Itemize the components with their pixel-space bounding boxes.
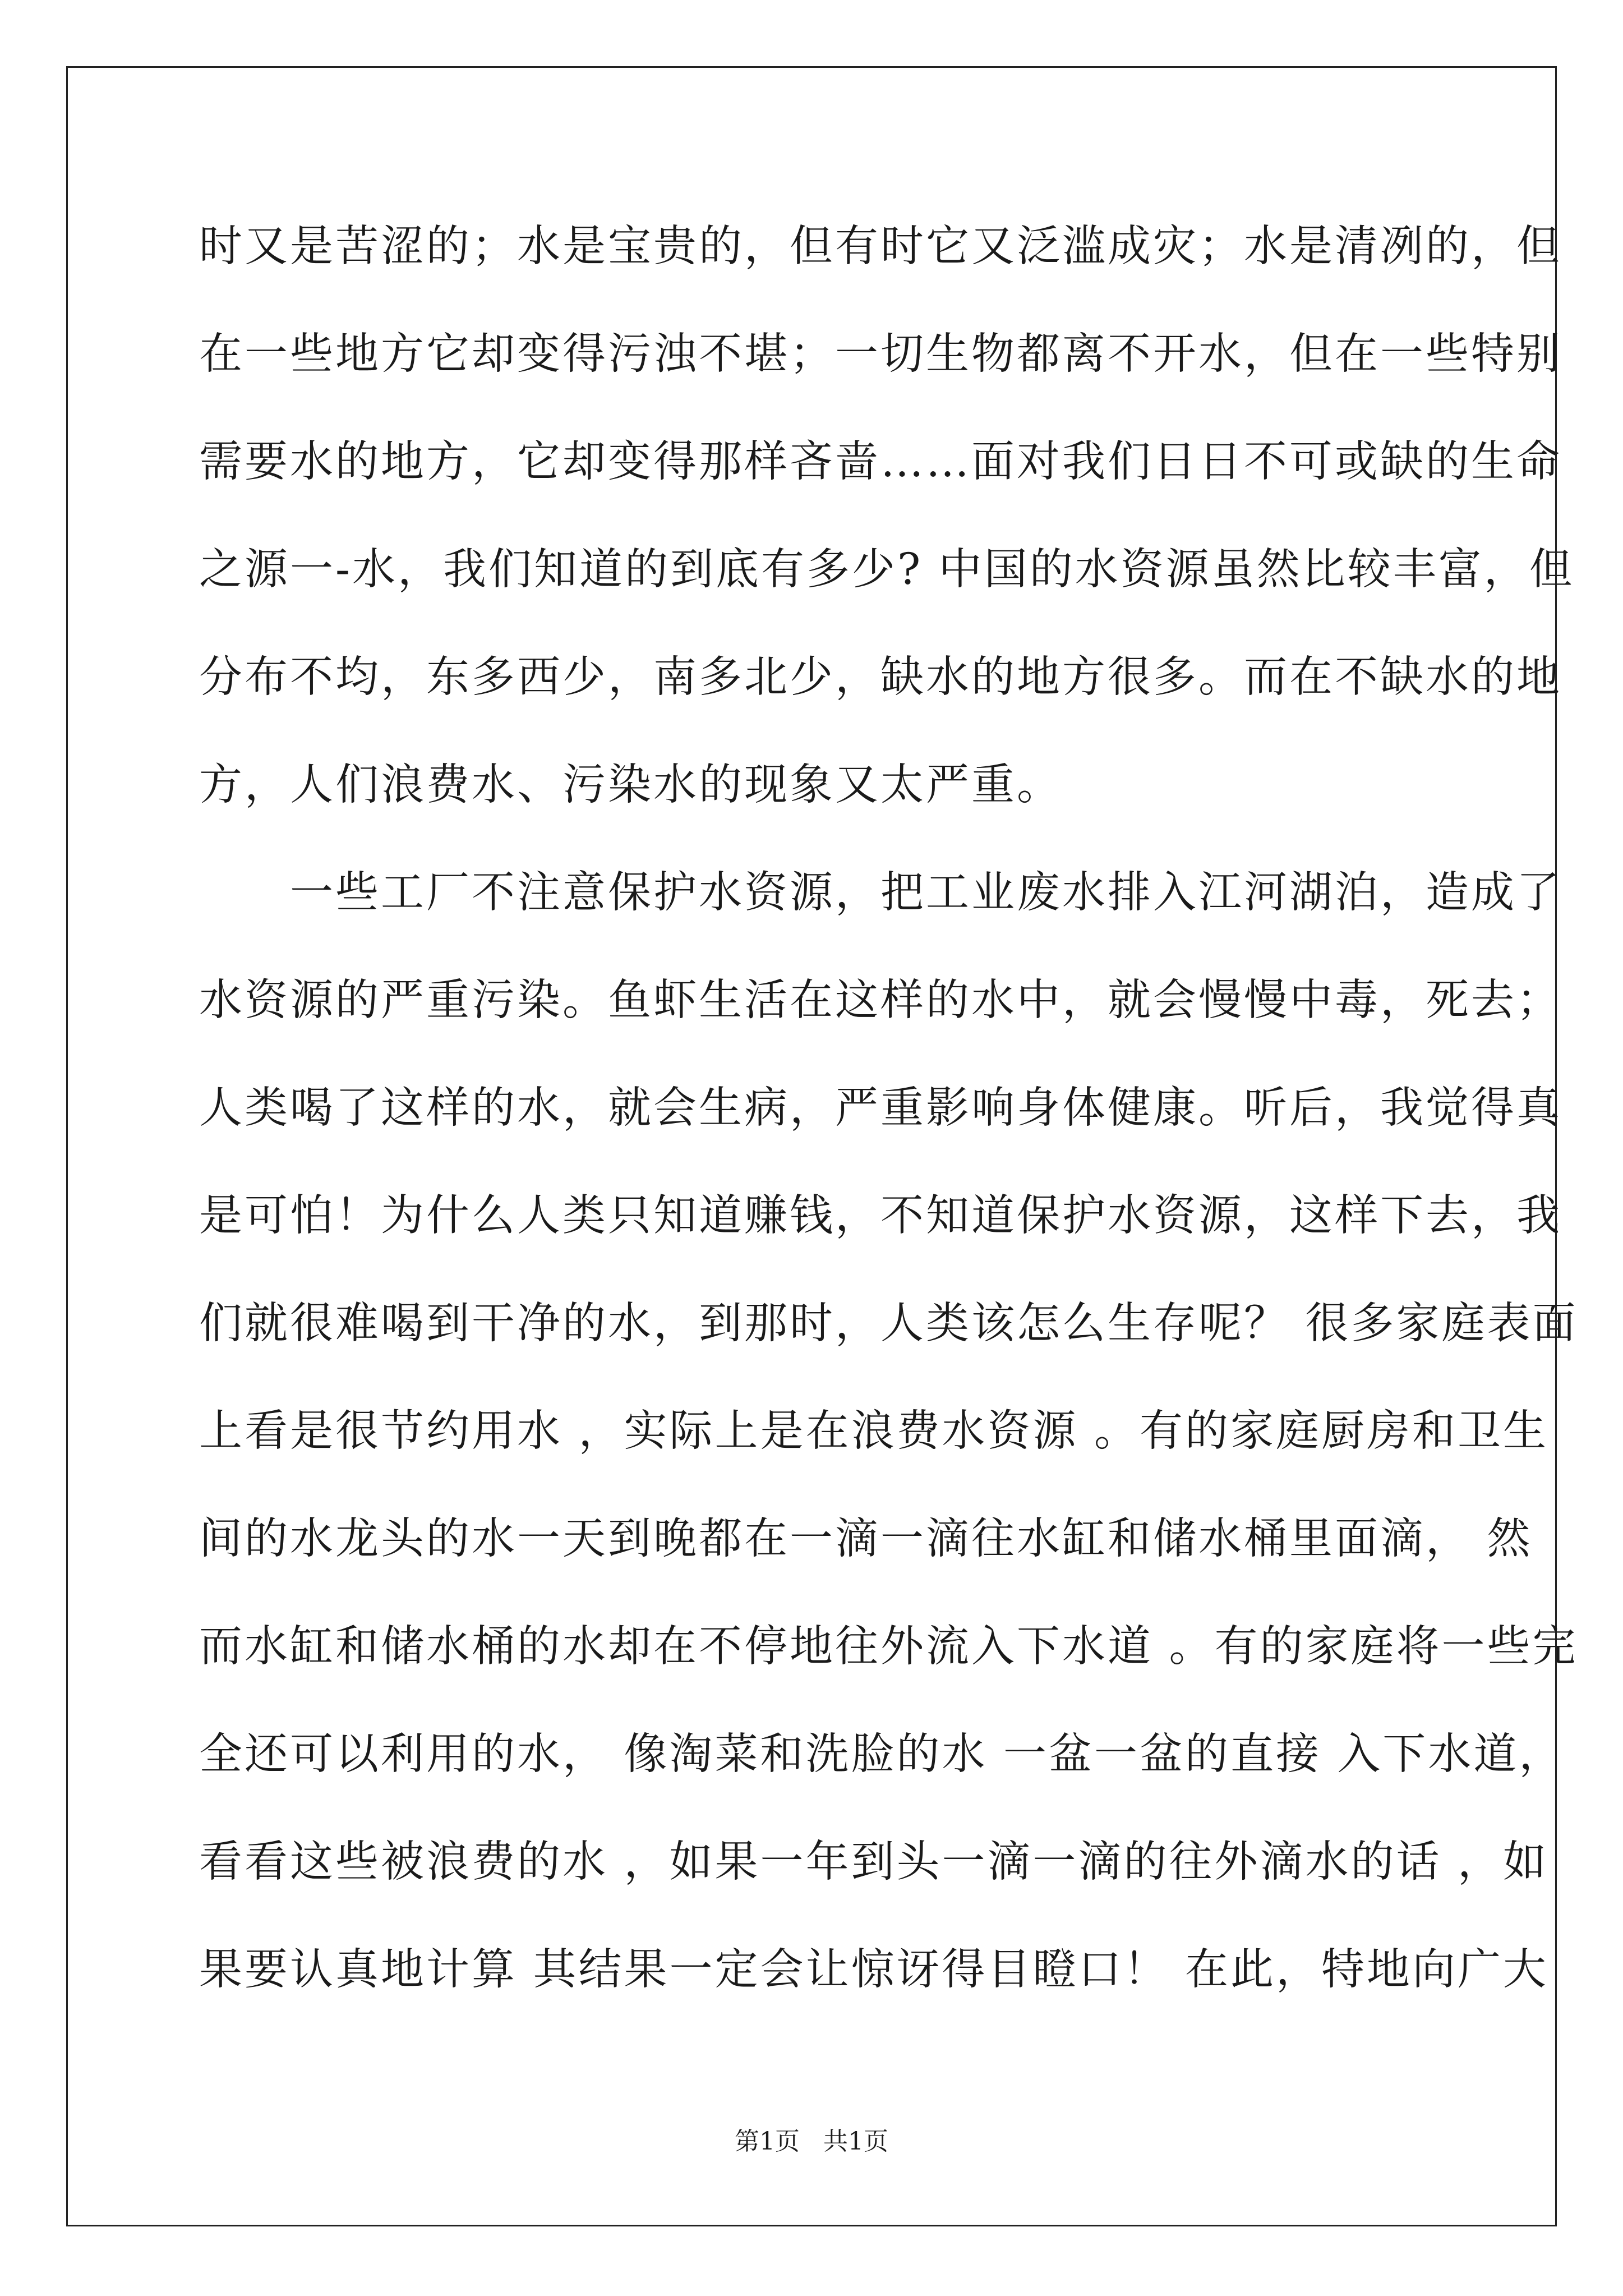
text-line: 果要认真地计算 其结果一定会让惊讶得目瞪口！ 在此，特地向广大 [199,1945,1548,1995]
text-line: 方，人们浪费水、污染水的现象又太严重。 [199,760,1062,810]
text-line: 间的水龙头的水一天到晚都在一滴一滴往水缸和储水桶里面滴， 然 [199,1514,1533,1564]
page-number-footer: 第1页 共1页 [735,2127,888,2156]
text-line: 时又是苦涩的；水是宝贵的，但有时它又泛滥成灾；水是清冽的，但 [199,222,1562,272]
document-body [199,216,1578,2047]
text-line: 而水缸和储水桶的水却在不停地往外流入下水道 。有的家庭将一些完 [199,1622,1578,1672]
text-line: 人类喝了这样的水，就会生病，严重影响身体健康。听后，我觉得真 [199,1083,1562,1133]
text-line: 全还可以利用的水， 像淘菜和洗脸的水 一盆一盆的直接 入下水道， [199,1729,1565,1779]
text-line: 水资源的严重污染。鱼虾生活在这样的水中，就会慢慢中毒，死去； [199,976,1562,1025]
text-line: 一些工厂不注意保护水资源，把工业废水排入江河湖泊，造成了 [199,868,1562,918]
text-line: 在一些地方它却变得污浊不堪；一切生物都离不开水，但在一些特别 [199,329,1562,379]
text-line: 需要水的地方，它却变得那样吝啬……面对我们日日不可或缺的生命 [199,437,1562,487]
text-line: 们就很难喝到干净的水，到那时，人类该怎么生存呢？ 很多家庭表面 [199,1299,1578,1349]
text-line: 之源一-水，我们知道的到底有多少? 中国的水资源虽然比较丰富，但 [199,545,1575,595]
text-line: 是可怕！为什么人类只知道赚钱，不知道保护水资源，这样下去，我 [199,1191,1562,1241]
text-line: 上看是很节约用水 ，实际上是在浪费水资源 。有的家庭厨房和卫生 [199,1406,1548,1456]
text-line: 看看这些被浪费的水 ，如果一年到头一滴一滴的往外滴水的话 ，如 [199,1837,1548,1887]
text-line: 分布不均，东多西少，南多北少，缺水的地方很多。而在不缺水的地 [199,652,1562,702]
